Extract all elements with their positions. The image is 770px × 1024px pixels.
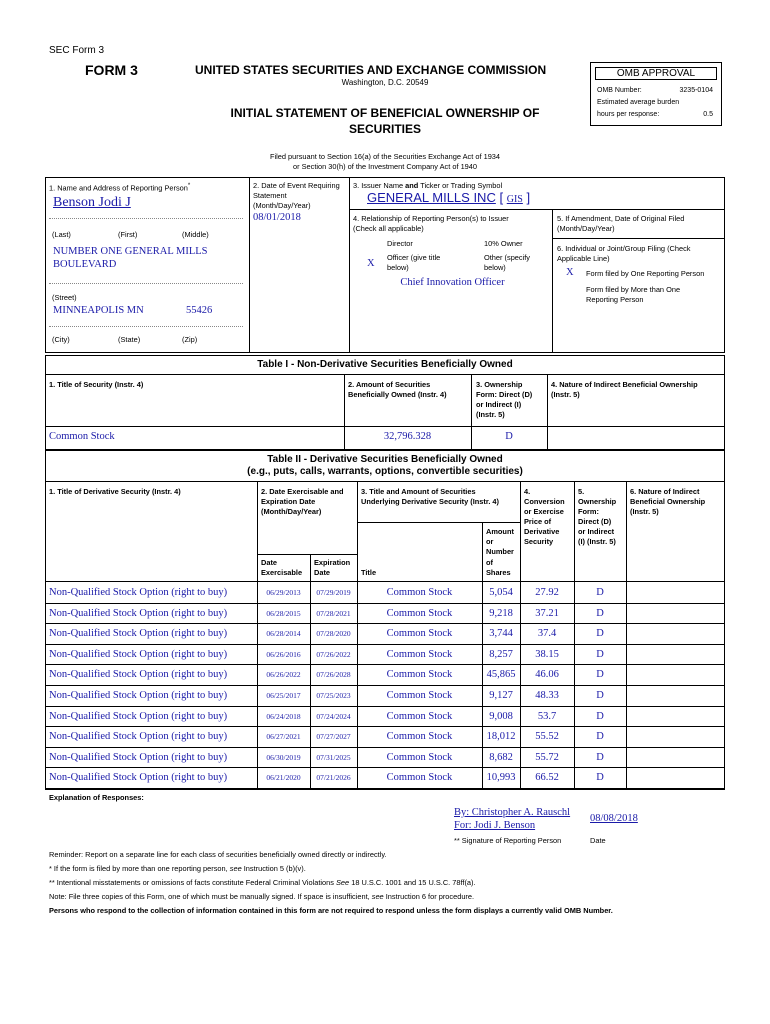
t2-date-exercisable-header-1: Date <box>261 558 278 567</box>
t1-row-amount: 32,796.328 <box>383 431 432 442</box>
exercise-price: 66.52 <box>535 772 559 784</box>
date-exercisable: 06/27/2021 <box>266 732 301 742</box>
box6-label-2: Applicable Line) <box>557 254 610 263</box>
t1-col2-header-1: 2. Amount of Securities <box>348 380 431 389</box>
underlying-title: Common Stock <box>386 607 453 619</box>
derivative-title: Non-Qualified Stock Option (right to buy) <box>49 648 228 660</box>
expiration-date: 07/26/2022 <box>316 649 351 659</box>
t1-col2-header-2: Beneficially Owned (Instr. 4) <box>348 390 447 399</box>
ownership-form: D <box>596 628 604 640</box>
signature-date-label: Date <box>590 836 606 845</box>
box4-label-1: 4. Relationship of Reporting Person(s) to Issuer <box>353 214 509 223</box>
table-row <box>45 583 725 603</box>
underlying-title: Common Stock <box>386 772 453 784</box>
ownership-form: D <box>596 587 604 598</box>
t2-col3-header-2: Underlying Derivative Security (Instr. 4) <box>361 497 500 506</box>
date-exercisable: 06/30/2019 <box>266 752 301 762</box>
ownership-form: D <box>596 772 604 784</box>
t2-amount-header-2: or <box>486 537 494 546</box>
form-label: SEC Form 3 <box>49 45 105 56</box>
t2-col1-header: 1. Title of Derivative Security (Instr. 4) <box>49 487 181 496</box>
other-option-2: below) <box>484 263 506 272</box>
t2-col4-header-1: 4. <box>524 487 531 496</box>
more-persons-option-1: Form filed by More than One <box>586 285 681 294</box>
t2-col4-header-2: Conversion <box>524 497 565 506</box>
t2-col4-header-4: Price of <box>524 517 552 526</box>
table-row <box>45 624 725 644</box>
underlying-shares: 9,008 <box>489 710 513 722</box>
underlying-shares: 9,218 <box>489 607 513 619</box>
director-option: Director <box>387 239 413 248</box>
underlying-shares: 10,993 <box>486 772 516 784</box>
officer-title: Chief Innovation Officer <box>400 277 505 288</box>
signature-for-line: For: Jodi J. Benson <box>454 820 536 831</box>
t2-col2-header-1: 2. Date Exercisable and <box>261 487 344 496</box>
filed-pursuant-1: Filed pursuant to Section 16(a) of the Securities Exchange Act of 1934 <box>269 152 501 161</box>
city-label: (City) <box>52 335 70 344</box>
table-1-title: Table I - Non-Derivative Securities Beneficially Owned <box>257 359 513 370</box>
omb-number-value: 3235-0104 <box>679 87 713 94</box>
box5-label-1: 5. If Amendment, Date of Original Filed <box>557 214 685 223</box>
state-label: (State) <box>118 335 141 344</box>
underlying-title: Common Stock <box>386 731 453 743</box>
first-label: (First) <box>118 230 138 239</box>
last-label: (Last) <box>52 230 71 239</box>
form-title: FORM 3 <box>85 62 138 78</box>
exercise-price: 48.33 <box>535 690 559 701</box>
underlying-title: Common Stock <box>386 710 453 722</box>
omb-approval-box <box>590 62 722 126</box>
box2-label-2: Statement <box>253 191 287 200</box>
table-row <box>45 727 725 747</box>
t2-col5-header-4: Direct (D) <box>578 517 612 526</box>
more-persons-option-2: Reporting Person <box>586 295 644 304</box>
ownership-form: D <box>596 751 604 763</box>
underlying-shares: 9,127 <box>489 690 513 701</box>
table-row <box>45 768 725 788</box>
derivative-title: Non-Qualified Stock Option (right to buy) <box>49 731 228 743</box>
issuer-name: GENERAL MILLS INC [ GIS ] <box>367 190 531 205</box>
street-line-2: BOULEVARD <box>53 259 117 270</box>
expiration-date: 07/28/2020 <box>316 629 351 639</box>
table-row <box>45 604 725 624</box>
signature-label: ** Signature of Reporting Person <box>454 836 562 845</box>
t2-col5-header-3: Form: <box>578 507 599 516</box>
reminder-note: Reminder: Report on a separate line for each class of securities beneficially owned directly or indirectly. <box>49 850 387 859</box>
omb-number-label: OMB Number: <box>597 87 642 94</box>
officer-option-1: Officer (give title <box>387 253 441 262</box>
exercise-price: 55.52 <box>535 731 559 743</box>
t1-col4-header-2: (Instr. 5) <box>551 390 580 399</box>
statement-title-1: INITIAL STATEMENT OF BENEFICIAL OWNERSHIP OF <box>230 106 540 120</box>
underlying-shares: 8,257 <box>489 648 513 660</box>
t2-col6-header-1: 6. Nature of Indirect <box>630 487 700 496</box>
t2-col5-header-1: 5. <box>578 487 585 496</box>
one-person-check-mark: X <box>566 267 574 278</box>
table-2-title-1: Table II - Derivative Securities Beneficially Owned <box>267 454 503 465</box>
t2-col3-header-1: 3. Title and Amount of Securities <box>361 487 476 496</box>
middle-label: (Middle) <box>182 230 209 239</box>
t2-expiration-header-1: Expiration <box>314 558 351 567</box>
ownership-form: D <box>596 648 604 660</box>
t2-amount-header-3: Number <box>486 547 514 556</box>
derivative-title: Non-Qualified Stock Option (right to buy) <box>49 751 228 763</box>
t2-title-header: Title <box>361 568 377 577</box>
omb-persons-note: Persons who respond to the collection of information contained in this form are not required to respond unless the form displays a currently valid OMB Number. <box>49 906 613 915</box>
officer-check-mark: X <box>367 258 375 269</box>
box2-label-3: (Month/Day/Year) <box>253 201 311 210</box>
zip-value: 55426 <box>186 305 213 316</box>
box5-label-2: (Month/Day/Year) <box>557 224 615 233</box>
box3-label: 3. Issuer Name and Ticker or Trading Symbol <box>353 181 503 190</box>
t2-col6-header-3: (Instr. 5) <box>630 507 659 516</box>
ownership-form: D <box>596 607 604 619</box>
exercise-price: 53.7 <box>537 710 557 722</box>
t2-col5-header-6: (I) (Instr. 5) <box>578 537 616 546</box>
t1-col1-header: 1. Title of Security (Instr. 4) <box>49 380 144 389</box>
other-option-1: Other (specify <box>484 253 531 262</box>
derivative-title: Non-Qualified Stock Option (right to buy) <box>49 669 228 681</box>
expiration-date: 07/27/2027 <box>316 732 351 742</box>
derivative-title: Non-Qualified Stock Option (right to buy) <box>49 607 228 619</box>
ownership-form: D <box>596 731 604 743</box>
omb-hours-value: 0.5 <box>703 111 713 118</box>
exercise-price: 46.06 <box>535 669 559 681</box>
derivative-title: Non-Qualified Stock Option (right to buy) <box>49 587 228 598</box>
omb-burden-label: Estimated average burden <box>597 99 680 106</box>
street-label: (Street) <box>52 293 77 302</box>
one-person-option: Form filed by One Reporting Person <box>586 269 705 278</box>
t2-col5-header-5: or Indirect <box>578 527 615 536</box>
date-exercisable: 06/28/2014 <box>266 629 301 639</box>
derivative-title: Non-Qualified Stock Option (right to buy) <box>49 710 228 722</box>
t2-col2-header-2: Expiration Date <box>261 497 316 506</box>
officer-option-2: below) <box>387 263 409 272</box>
underlying-title: Common Stock <box>386 648 453 660</box>
t1-col3-header-4: (Instr. 5) <box>476 410 505 419</box>
t2-col6-header-2: Beneficial Ownership <box>630 497 706 506</box>
double-star-note: ** Intentional misstatements or omissions of facts constitute Federal Criminal Violations See 18 U.S.C. 1001 and 15 U.S.C. 78ff(a). <box>49 878 476 887</box>
t1-col4-header-1: 4. Nature of Indirect Beneficial Ownership <box>551 380 698 389</box>
t2-col2-header-3: (Month/Day/Year) <box>261 507 322 516</box>
underlying-shares: 5,054 <box>489 587 513 598</box>
expiration-date: 07/24/2024 <box>316 711 351 721</box>
t2-amount-header-4: of <box>486 558 493 567</box>
table-row <box>45 707 725 727</box>
signature-date: 08/08/2018 <box>590 813 638 824</box>
ten-percent-owner-option: 10% Owner <box>484 239 523 248</box>
ownership-form: D <box>596 690 604 701</box>
t1-row-security-title: Common Stock <box>49 431 115 442</box>
t1-col3-header-3: or Indirect (I) <box>476 400 522 409</box>
signature-by-line: By: Christopher A. Rauschl <box>454 807 571 818</box>
underlying-shares: 3,744 <box>489 628 513 640</box>
t2-col5-header-2: Ownership <box>578 497 617 506</box>
underlying-shares: 45,865 <box>486 669 516 681</box>
table-row <box>45 645 725 665</box>
underlying-title: Common Stock <box>386 751 453 763</box>
box4-label-2: (Check all applicable) <box>353 224 424 233</box>
t1-col3-header-1: 3. Ownership <box>476 380 523 389</box>
expiration-date: 07/28/2021 <box>316 608 351 618</box>
t2-amount-header-5: Shares <box>486 568 511 577</box>
date-exercisable: 06/26/2016 <box>266 649 301 659</box>
table-row <box>45 665 725 685</box>
filed-pursuant-2: or Section 30(h) of the Investment Company Act of 1940 <box>292 162 478 171</box>
t1-col3-header-2: Form: Direct (D) <box>476 390 533 399</box>
box2-label-1: 2. Date of Event Requiring <box>253 181 340 190</box>
date-exercisable: 06/26/2022 <box>266 670 301 680</box>
box1-label: 1. Name and Address of Reporting Person* <box>49 183 191 193</box>
t2-expiration-header-2: Date <box>314 568 331 577</box>
t2-col4-header-6: Security <box>524 537 554 546</box>
underlying-shares: 18,012 <box>486 731 516 743</box>
ownership-form: D <box>596 669 604 681</box>
exercise-price: 55.72 <box>535 751 559 763</box>
file-copies-note: Note: File three copies of this Form, one of which must be manually signed. If space is insufficient, see Instruction 6 for procedure. <box>49 892 475 901</box>
expiration-date: 07/31/2025 <box>316 752 351 762</box>
t2-amount-header-1: Amount <box>486 527 514 536</box>
ownership-form: D <box>596 710 604 722</box>
zip-label: (Zip) <box>182 335 198 344</box>
box6-label-1: 6. Individual or Joint/Group Filing (Check <box>557 244 691 253</box>
underlying-shares: 8,682 <box>489 751 513 763</box>
row-divider <box>45 788 725 789</box>
exercise-price: 38.15 <box>535 648 559 660</box>
omb-title: OMB APPROVAL <box>595 67 717 80</box>
date-exercisable: 06/28/2015 <box>266 608 301 618</box>
explanation-label: Explanation of Responses: <box>49 793 144 802</box>
star-note: * If the form is filed by more than one reporting person, see Instruction 5 (b)(v). <box>49 864 306 873</box>
exercise-price: 27.92 <box>535 587 559 598</box>
date-exercisable: 06/21/2020 <box>266 773 301 783</box>
reporting-person-name: Benson Jodi J <box>53 195 131 210</box>
agency-location: Washington, D.C. 20549 <box>341 78 429 87</box>
expiration-date: 07/29/2019 <box>316 588 351 597</box>
expiration-date: 07/26/2028 <box>316 670 351 680</box>
expiration-date: 07/25/2023 <box>316 691 351 700</box>
event-date: 08/01/2018 <box>253 212 301 223</box>
t2-col4-header-5: Derivative <box>524 527 560 536</box>
omb-hours-label: hours per response: <box>597 111 660 118</box>
date-exercisable: 06/29/2013 <box>266 588 301 597</box>
statement-title-2: SECURITIES <box>348 122 421 136</box>
derivative-title: Non-Qualified Stock Option (right to buy) <box>49 690 228 701</box>
date-exercisable: 06/25/2017 <box>266 691 301 700</box>
derivative-title: Non-Qualified Stock Option (right to buy) <box>49 772 228 784</box>
underlying-title: Common Stock <box>386 690 453 701</box>
underlying-title: Common Stock <box>386 587 453 598</box>
derivative-title: Non-Qualified Stock Option (right to buy) <box>49 628 228 640</box>
t2-date-exercisable-header-2: Exercisable <box>261 568 303 577</box>
underlying-title: Common Stock <box>386 628 453 640</box>
city-value: MINNEAPOLIS MN <box>53 305 144 316</box>
t1-row-ownership-form: D <box>505 431 513 442</box>
date-exercisable: 06/24/2018 <box>266 711 301 721</box>
street-line-1: NUMBER ONE GENERAL MILLS <box>53 246 208 257</box>
table-2-title-2: (e.g., puts, calls, warrants, options, convertible securities) <box>247 466 523 477</box>
exercise-price: 37.4 <box>537 628 557 640</box>
table-row <box>45 748 725 768</box>
agency-name: UNITED STATES SECURITIES AND EXCHANGE COMMISSION <box>195 63 547 77</box>
underlying-title: Common Stock <box>386 669 453 681</box>
exercise-price: 37.21 <box>535 607 559 619</box>
expiration-date: 07/21/2026 <box>316 773 351 783</box>
table-row <box>45 686 725 706</box>
t2-col4-header-3: or Exercise <box>524 507 564 516</box>
